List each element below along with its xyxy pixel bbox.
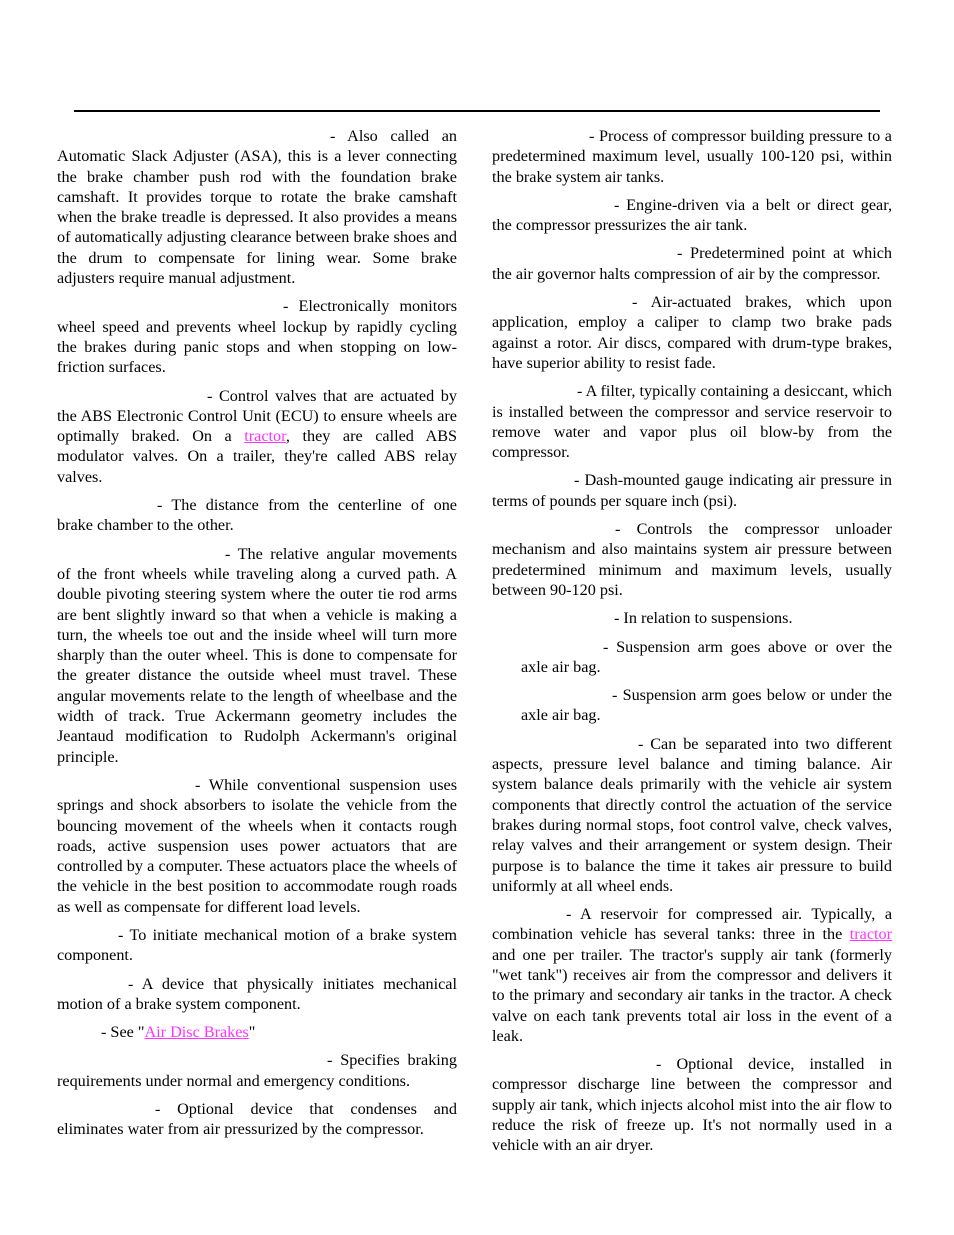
entry-text: - While conventional suspension uses springs and shock absorbers to isolate the vehicle from the bouncing movement of the wheels when it contacts rough roads, active suspension uses power actuators that are controlled by a computer. These actuators place the wheels of the vehicle in the best position to accommodate rough roads as well as compensate for different load levels. — [57, 775, 457, 916]
entry-text: - Also called an Automatic Slack Adjuster (ASA), this is a lever connecting the brake chamber push rod with the foundation brake camshaft. It provides torque to rotate the brake camshaft when the brake treadle is depressed. It also provides a means of automatically adjusting clearance between brake shoes and the drum to compensate for lining wear. Some brake adjusters require manual adjustment. — [57, 127, 457, 288]
entry-text: - Process of compressor building pressure to a predetermined maximum level, usually 100-120 psi, within the brake system air tanks. — [492, 127, 892, 186]
entry-text: - The distance from the centerline of one brake chamber to the other. — [57, 496, 457, 535]
entry-text: - Dash-mounted gauge indicating air pressure in terms of pounds per square inch (psi). — [492, 471, 892, 510]
entry-text: - To initiate mechanical motion of a brake system component. — [57, 925, 457, 965]
glossary-entry — [492, 734, 892, 896]
entry-text: - A reservoir for compressed air. Typically, a combination vehicle has several tanks: three in the — [492, 905, 892, 944]
entry-text: " — [248, 1023, 256, 1042]
entry-text: - Can be separated into two different aspects, pressure level balance and timing balance. Air system balance deals primarily with the vehicle air system components that directly control the actuation of the service brakes during normal stops, foot control valve, check valves, relay valves and their arrangement or system design. Their purpose is to balance the time it takes air pressure to build uniformly at all wheel ends. — [492, 734, 892, 895]
entry-text: - A filter, typically containing a desiccant, which is installed between the compressor and service reservoir to remove water and vapor plus oil blow-by from the compressor. — [492, 382, 892, 462]
entry-text: - Engine-driven via a belt or direct gear, the compressor pressurizes the air tank. — [492, 195, 892, 235]
right-column — [492, 126, 892, 1164]
left-column — [57, 126, 457, 1148]
entry-text: - See " — [101, 1023, 145, 1042]
entry-text: and one per trailer. The tractor's supply air tank (formerly "wet tank") receives air from the compressor and delivers it to the primary and secondary air tanks in the tractor. A check valve on each tank prevents total air loss in the event of a leak. — [492, 945, 892, 1045]
entry-text: - Controls the compressor unloader mechanism and also maintains system air pressure between predetermined minimum and maximum levels, usually between 90-120 psi. — [492, 520, 892, 599]
glossary-entry — [57, 495, 457, 536]
glossary-entry — [492, 470, 892, 511]
entry-text: - A device that physically initiates mechanical motion of a brake system component. — [57, 974, 457, 1013]
entry-text: - Specifies braking requirements under normal and emergency conditions. — [57, 1051, 457, 1090]
glossary-entry — [57, 974, 457, 1015]
glossary-entry — [492, 243, 892, 284]
entry-text: - Optional device that condenses and eliminates water from air pressurized by the compressor. — [57, 1100, 457, 1139]
glossary-entry — [57, 126, 457, 288]
entry-text: - Suspension arm goes above or over the axle air bag. — [521, 637, 892, 676]
entry-text: - The relative angular movements of the front wheels while traveling along a curved path. A double pivoting steering system where the outer tie rod arms are bent slightly inward so that when a vehicle is making a turn, the wheels toe out and the inside wheel will turn more sharply than the outer wheel. This is done to compensate for the greater distance the outside wheel must travel. These angular movements relate to the length of wheelbase and the width of track. True Ackermann geometry includes the Jeantaud modification to Rudolph Ackermann's original principle. — [57, 544, 457, 766]
glossary-link[interactable]: tractor — [244, 427, 286, 446]
entry-text: - Predetermined point at which the air governor halts compression of air by the compressor. — [492, 244, 892, 283]
entry-text: - Suspension arm goes below or under the axle air bag. — [521, 686, 892, 725]
entry-text: - Optional device, installed in compressor discharge line between the compressor and supply air tank, which injects alcohol mist into the air flow to reduce the risk of freeze up. It's not normally used in a vehicle with an air dryer. — [492, 1055, 892, 1155]
glossary-entry — [57, 386, 457, 487]
glossary-link[interactable]: Air Disc Brakes — [144, 1023, 249, 1042]
glossary-entry — [492, 904, 892, 1046]
glossary-entry — [492, 519, 892, 600]
glossary-entry — [492, 637, 892, 678]
entry-text: - Air-actuated brakes, which upon application, employ a caliper to clamp two brake pads against a rotor. Air discs, compared with drum-type brakes, have superior ability to resist fade. — [492, 293, 892, 372]
glossary-entry — [492, 1054, 892, 1155]
glossary-entry — [57, 775, 457, 917]
glossary-entry — [57, 925, 457, 966]
glossary-entry — [492, 292, 892, 373]
entry-text: - Electronically monitors wheel speed and prevents wheel lockup by rapidly cycling the brakes during panic stops and when stopping on low-friction surfaces. — [57, 297, 457, 377]
entry-text: , they are called ABS modulator valves. On a trailer, they're called ABS relay valves. — [57, 427, 457, 486]
glossary-entry — [57, 544, 457, 767]
glossary-entry — [492, 608, 892, 628]
header-rule — [74, 110, 880, 112]
glossary-entry — [57, 1050, 457, 1091]
glossary-entry — [492, 126, 892, 187]
glossary-entry — [57, 1022, 457, 1042]
glossary-link[interactable]: tractor — [849, 925, 892, 944]
entry-text: - In relation to suspensions. — [614, 609, 793, 628]
glossary-entry — [492, 685, 892, 726]
glossary-entry — [57, 1099, 457, 1140]
entry-text: - Control valves that are actuated by the ABS Electronic Control Unit (ECU) to ensure wheels are optimally braked. On a — [57, 386, 457, 446]
glossary-entry — [57, 296, 457, 377]
glossary-entry — [492, 195, 892, 236]
glossary-entry — [492, 381, 892, 462]
